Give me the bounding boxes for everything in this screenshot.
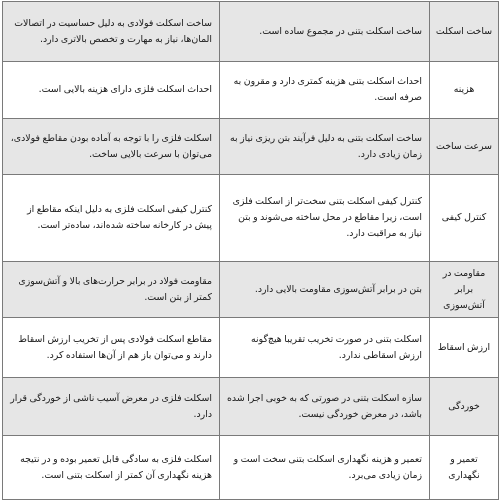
- concrete-cell: احداث اسکلت بتنی هزینه کمتری دارد و مقرون به صرفه است.: [220, 62, 430, 119]
- row-aspect: تعمیر و نگهداری: [430, 436, 499, 500]
- table-row: [3, 378, 499, 436]
- concrete-cell: ساخت اسکلت بتنی در مجموع ساده است.: [220, 2, 430, 62]
- steel-cell: کنترل کیفی اسکلت فلزی به دلیل اینکه مقاطع از پیش در کارخانه ساخته شده‌اند، ساده‌تر است.: [3, 175, 220, 262]
- table-row: [3, 436, 499, 500]
- row-aspect: ساخت اسکلت: [430, 2, 499, 62]
- table-row: [3, 318, 499, 378]
- concrete-cell: سازه اسکلت بتنی در صورتی که به خوبی اجرا شده باشد، در معرض خوردگی نیست.: [220, 378, 430, 436]
- concrete-cell: کنترل کیفی اسکلت بتنی سخت‌تر از اسکلت فلزی است، زیرا مقاطع در محل ساخته می‌شوند و بتن نیاز به مراقبت دارد.: [220, 175, 430, 262]
- concrete-cell: اسکلت بتنی در صورت تخریب تقریبا هیچ‌گونه ارزش اسقاطی ندارد.: [220, 318, 430, 378]
- steel-cell: اسکلت فلزی به سادگی قابل تعمیر بوده و در نتیجه هزینه نگهداری آن کمتر از اسکلت بتنی است.: [3, 436, 220, 500]
- comparison-table: [2, 1, 499, 500]
- steel-cell: احداث اسکلت فلزی دارای هزینه بالایی است.: [3, 62, 220, 119]
- row-aspect: کنترل کیفی: [430, 175, 499, 262]
- steel-cell: مقاومت فولاد در برابر حرارت‌های بالا و آتش‌سوزی کمتر از بتن است.: [3, 262, 220, 318]
- table-row: [3, 119, 499, 175]
- table-row: [3, 175, 499, 262]
- table-row: [3, 262, 499, 318]
- steel-cell: ساخت اسکلت فولادی به دلیل حساسیت در اتصالات المان‌ها، نیاز به مهارت و تخصص بالاتری دارد.: [3, 2, 220, 62]
- steel-cell: اسکلت فلزی در معرض آسیب ناشی از خوردگی قرار دارد.: [3, 378, 220, 436]
- row-aspect: ارزش اسقاط: [430, 318, 499, 378]
- table-row: [3, 62, 499, 119]
- row-aspect: خوردگی: [430, 378, 499, 436]
- concrete-cell: بتن در برابر آتش‌سوزی مقاومت بالایی دارد.: [220, 262, 430, 318]
- row-aspect: سرعت ساخت: [430, 119, 499, 175]
- concrete-cell: تعمیر و هزینه نگهداری اسکلت بتنی سخت است و زمان زیادی می‌برد.: [220, 436, 430, 500]
- concrete-cell: ساخت اسکلت بتنی به دلیل فرآیند بتن ریزی نیاز به زمان زیادی دارد.: [220, 119, 430, 175]
- steel-cell: مقاطع اسکلت فولادی پس از تخریب ارزش اسقاط دارند و می‌توان باز هم از آن‌ها استفاده کرد.: [3, 318, 220, 378]
- steel-cell: اسکلت فلزی را با توجه به آماده بودن مقاطع فولادی، می‌توان با سرعت بالایی ساخت.: [3, 119, 220, 175]
- row-aspect: هزینه: [430, 62, 499, 119]
- table-row: [3, 2, 499, 62]
- row-aspect: مقاومت در برابر آتش‌سوزی: [430, 262, 499, 318]
